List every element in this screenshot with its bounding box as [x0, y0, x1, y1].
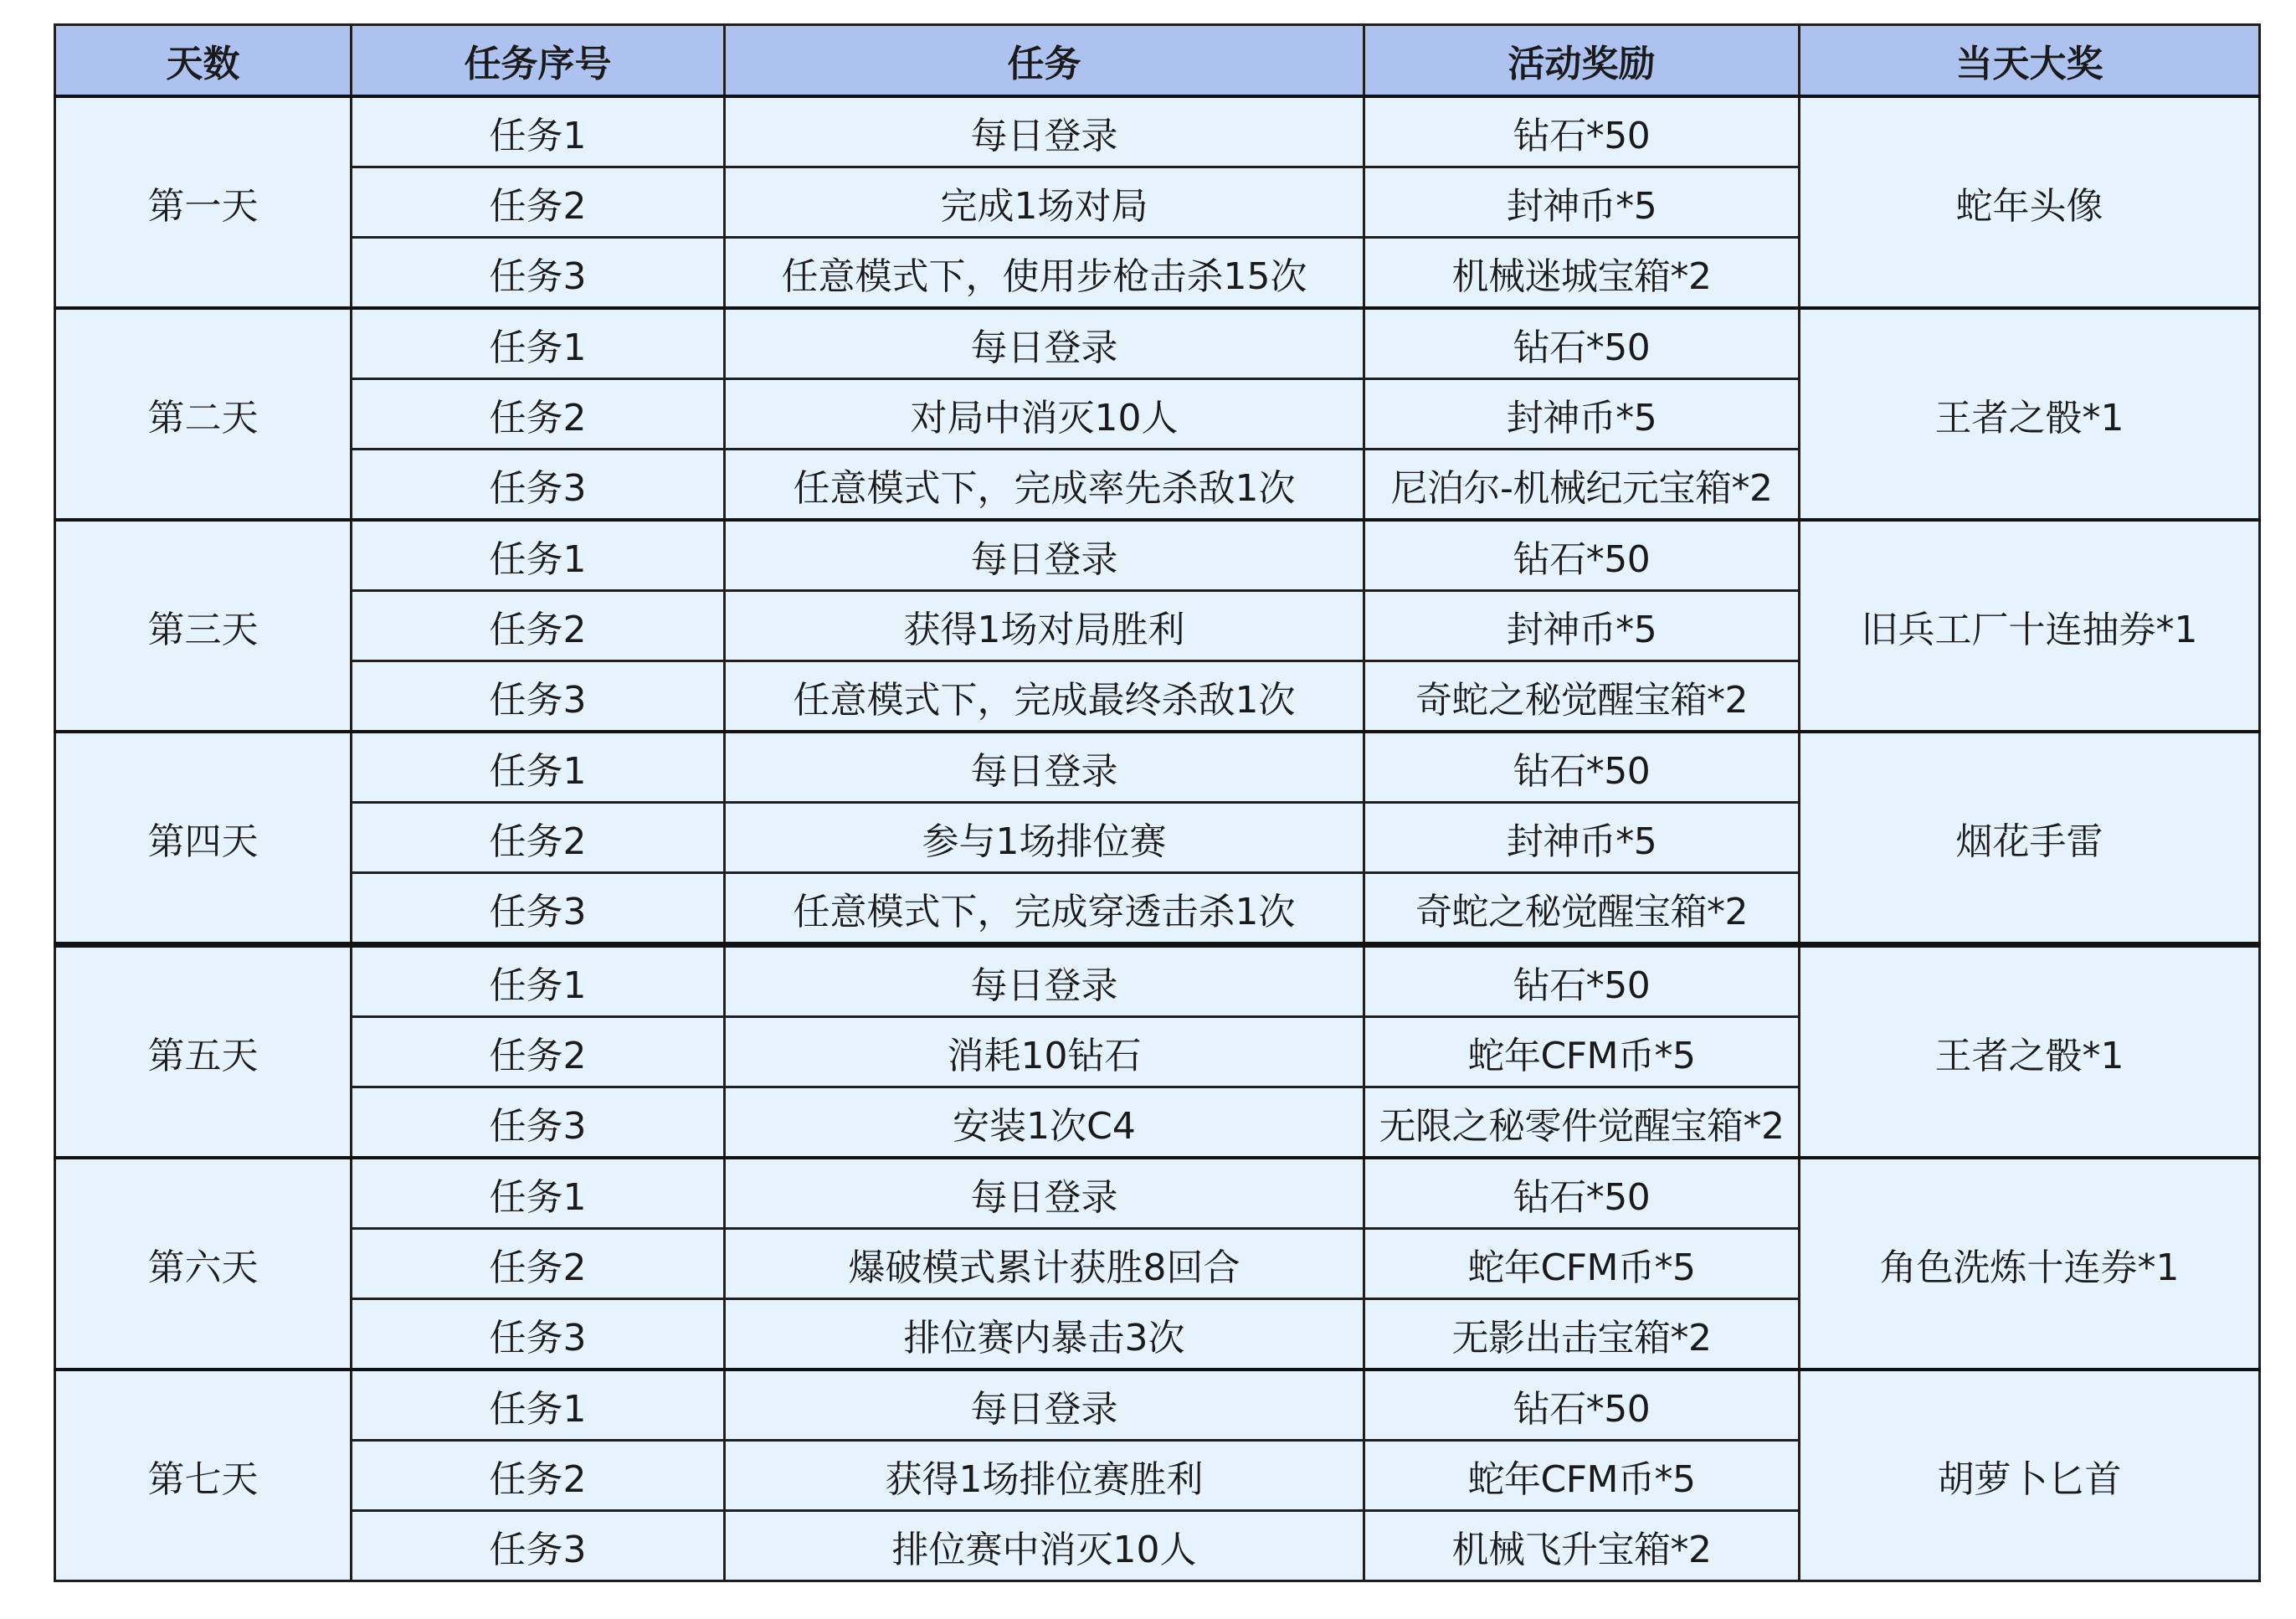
reward-cell: 蛇年CFM币*5: [1364, 1441, 1800, 1511]
header-row: [55, 25, 2260, 97]
task-no-cell: 任务2: [352, 379, 725, 450]
reward-cell: 无影出击宝箱*2: [1364, 1299, 1800, 1370]
reward-cell: 封神币*5: [1364, 167, 1800, 238]
task-no-cell: 任务3: [352, 873, 725, 945]
reward-cell: 封神币*5: [1364, 803, 1800, 873]
task-no-cell: 任务2: [352, 1441, 725, 1511]
day-cell: 第五天: [55, 945, 352, 1159]
task-no-cell: 任务3: [352, 1299, 725, 1370]
header-task-no: 任务序号: [352, 25, 725, 97]
day-cell: 第二天: [55, 308, 352, 520]
reward-cell: 钻石*50: [1364, 96, 1800, 167]
task-no-cell: 任务1: [352, 1158, 725, 1229]
task-cell: 每日登录: [725, 1158, 1364, 1229]
task-no-cell: 任务1: [352, 96, 725, 167]
task-no-cell: 任务3: [352, 661, 725, 732]
grand-prize-cell: 胡萝卜匕首: [1800, 1370, 2260, 1581]
table-body: [55, 96, 2260, 1581]
grand-prize-cell: 角色洗炼十连券*1: [1800, 1158, 2260, 1370]
task-cell: 任意模式下，使用步枪击杀15次: [725, 238, 1364, 309]
task-cell: 消耗10钻石: [725, 1017, 1364, 1087]
day-cell: 第三天: [55, 520, 352, 732]
header-reward: 活动奖励: [1364, 25, 1800, 97]
reward-cell: 蛇年CFM币*5: [1364, 1017, 1800, 1087]
task-no-cell: 任务3: [352, 1511, 725, 1581]
reward-cell: 封神币*5: [1364, 379, 1800, 450]
reward-table: [54, 23, 2261, 1582]
day-cell: 第四天: [55, 732, 352, 945]
table-row: [55, 1370, 2260, 1441]
task-no-cell: 任务1: [352, 732, 725, 803]
table-row: [55, 308, 2260, 379]
task-no-cell: 任务2: [352, 167, 725, 238]
task-no-cell: 任务1: [352, 308, 725, 379]
reward-cell: 奇蛇之秘觉醒宝箱*2: [1364, 873, 1800, 945]
task-cell: 获得1场排位赛胜利: [725, 1441, 1364, 1511]
task-cell: 完成1场对局: [725, 167, 1364, 238]
reward-cell: 钻石*50: [1364, 1158, 1800, 1229]
reward-cell: 钻石*50: [1364, 732, 1800, 803]
task-cell: 安装1次C4: [725, 1087, 1364, 1159]
reward-table-container: [54, 23, 2261, 1582]
task-no-cell: 任务2: [352, 1017, 725, 1087]
task-no-cell: 任务3: [352, 238, 725, 309]
task-cell: 任意模式下，完成最终杀敌1次: [725, 661, 1364, 732]
task-no-cell: 任务1: [352, 520, 725, 591]
task-no-cell: 任务1: [352, 1370, 725, 1441]
reward-cell: 无限之秘零件觉醒宝箱*2: [1364, 1087, 1800, 1159]
task-no-cell: 任务1: [352, 945, 725, 1017]
task-cell: 每日登录: [725, 945, 1364, 1017]
grand-prize-cell: 王者之骰*1: [1800, 308, 2260, 520]
task-no-cell: 任务3: [352, 450, 725, 521]
table-row: [55, 96, 2260, 167]
day-cell: 第六天: [55, 1158, 352, 1370]
task-no-cell: 任务3: [352, 1087, 725, 1159]
day-cell: 第七天: [55, 1370, 352, 1581]
reward-cell: 钻石*50: [1364, 945, 1800, 1017]
reward-cell: 钻石*50: [1364, 1370, 1800, 1441]
grand-prize-cell: 蛇年头像: [1800, 96, 2260, 308]
task-cell: 参与1场排位赛: [725, 803, 1364, 873]
grand-prize-cell: 王者之骰*1: [1800, 945, 2260, 1159]
table-row: [55, 520, 2260, 591]
task-cell: 每日登录: [725, 96, 1364, 167]
table-row: [55, 1158, 2260, 1229]
reward-cell: 钻石*50: [1364, 308, 1800, 379]
task-cell: 每日登录: [725, 308, 1364, 379]
reward-cell: 封神币*5: [1364, 591, 1800, 661]
task-cell: 每日登录: [725, 520, 1364, 591]
reward-cell: 蛇年CFM币*5: [1364, 1229, 1800, 1299]
task-cell: 每日登录: [725, 1370, 1364, 1441]
reward-cell: 钻石*50: [1364, 520, 1800, 591]
task-cell: 排位赛内暴击3次: [725, 1299, 1364, 1370]
grand-prize-cell: 旧兵工厂十连抽券*1: [1800, 520, 2260, 732]
header-day: 天数: [55, 25, 352, 97]
task-cell: 爆破模式累计获胜8回合: [725, 1229, 1364, 1299]
task-cell: 对局中消灭10人: [725, 379, 1364, 450]
header-task: 任务: [725, 25, 1364, 97]
reward-cell: 机械飞升宝箱*2: [1364, 1511, 1800, 1581]
task-no-cell: 任务2: [352, 591, 725, 661]
task-cell: 任意模式下，完成穿透击杀1次: [725, 873, 1364, 945]
task-cell: 排位赛中消灭10人: [725, 1511, 1364, 1581]
task-no-cell: 任务2: [352, 1229, 725, 1299]
task-no-cell: 任务2: [352, 803, 725, 873]
reward-cell: 奇蛇之秘觉醒宝箱*2: [1364, 661, 1800, 732]
day-cell: 第一天: [55, 96, 352, 308]
task-cell: 任意模式下，完成率先杀敌1次: [725, 450, 1364, 521]
header-grand-prize: 当天大奖: [1800, 25, 2260, 97]
table-row: [55, 945, 2260, 1017]
reward-cell: 尼泊尔-机械纪元宝箱*2: [1364, 450, 1800, 521]
reward-cell: 机械迷城宝箱*2: [1364, 238, 1800, 309]
task-cell: 每日登录: [725, 732, 1364, 803]
table-row: [55, 732, 2260, 803]
task-cell: 获得1场对局胜利: [725, 591, 1364, 661]
grand-prize-cell: 烟花手雷: [1800, 732, 2260, 945]
